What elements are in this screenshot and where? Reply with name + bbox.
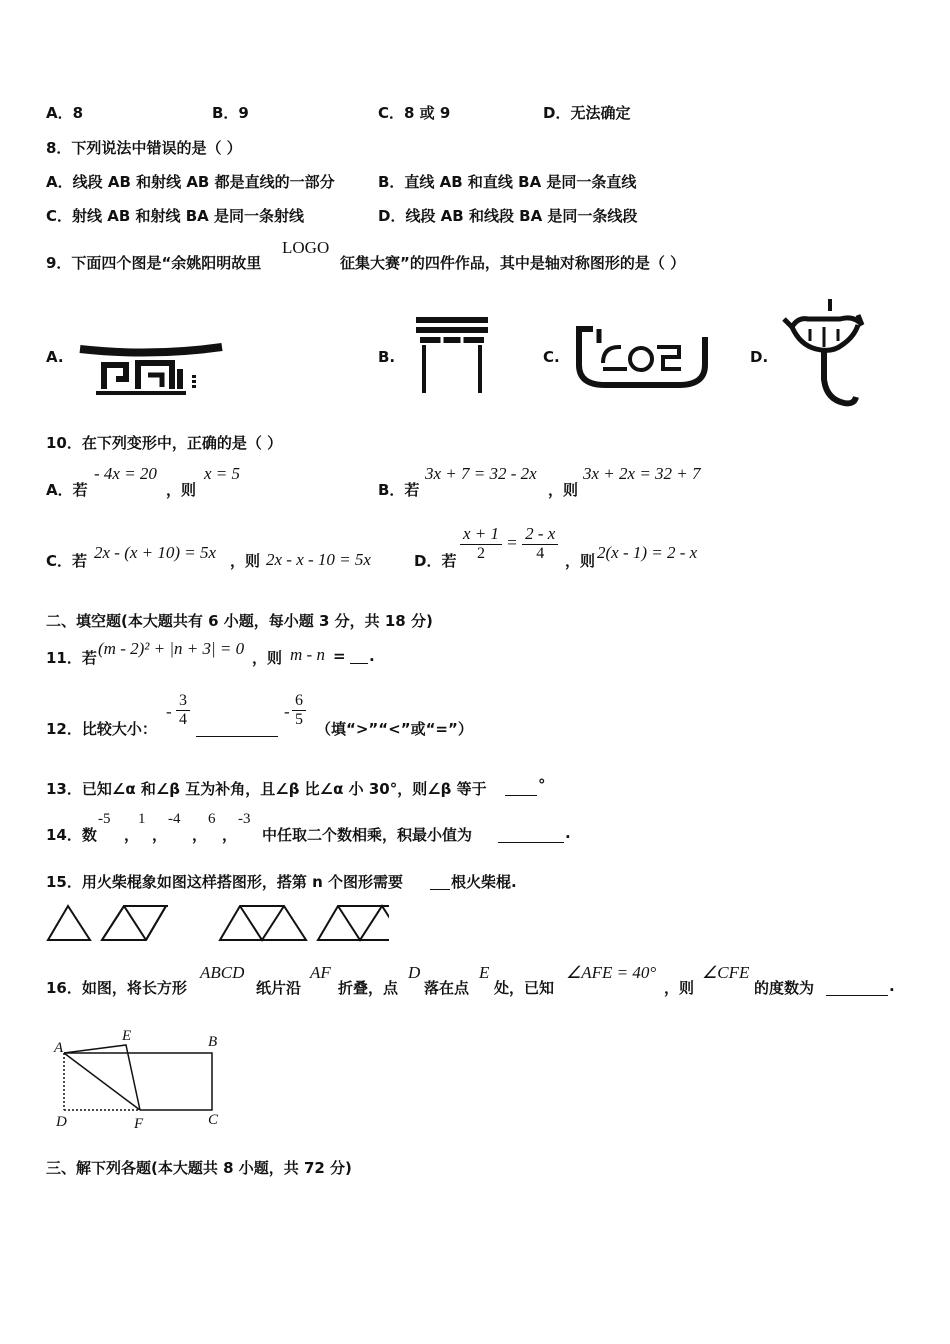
- label-e: E: [122, 1028, 132, 1044]
- q11-answer-blank[interactable]: [350, 645, 368, 664]
- q10-a-label: A．若: [46, 481, 88, 499]
- q8-stem: 8．下列说法中错误的是（ ）: [46, 139, 242, 157]
- q9-stem-start: 9．下面四个图是“余姚阳明故里: [46, 254, 262, 272]
- q8-option-d: D．线段 AB 和线段 BA 是同一条线段: [378, 207, 638, 225]
- q10-d-den2: 4: [536, 545, 545, 562]
- q14-num-2: 1: [138, 811, 146, 827]
- section-2-heading: 二、填空题(本大题共有 6 小题，每小题 3 分，共 18 分): [46, 612, 433, 630]
- q14-sep-3: ，: [192, 826, 208, 844]
- q12-neg2: -: [284, 702, 290, 721]
- q12-post: （填“>”“<”或“=”）: [316, 720, 473, 738]
- q16-e: E: [479, 963, 490, 982]
- q10-b-label: B．若: [378, 481, 420, 499]
- q12-frac1: [176, 692, 190, 729]
- q10-d-lhs: [460, 524, 558, 563]
- q15-end: 根火柴棍.: [451, 873, 517, 891]
- q10-d-label: D．若: [414, 552, 457, 570]
- q14-end: .: [565, 824, 571, 842]
- q8-option-a: A．线段 AB 和射线 AB 都是直线的一部分: [46, 173, 335, 191]
- matchstick-figure-1: [48, 906, 90, 940]
- q14-sep-2: ，: [152, 826, 168, 844]
- q7-option-b: B．9: [212, 104, 249, 122]
- q14-num-3: -4: [168, 811, 181, 827]
- matchstick-figures: [44, 902, 389, 944]
- q15-text: 15．用火柴棍象如图这样搭图形，搭第 n 个图形需要: [46, 873, 403, 891]
- q9-label-d: D.: [750, 348, 769, 366]
- q16-af: AF: [310, 963, 331, 982]
- q7-option-d: D．无法确定: [543, 104, 631, 122]
- q10-c-expr2: 2x - x - 10 = 5x: [266, 550, 371, 569]
- q12-neg1: -: [166, 702, 172, 721]
- q16-t6: 的度数为: [754, 979, 815, 997]
- q10-d-den1: 2: [477, 545, 486, 562]
- q10-d-num2: 2 - x: [522, 524, 558, 545]
- q16-d: D: [408, 963, 421, 982]
- q11-pre: 11．若: [46, 649, 97, 667]
- q12-num1: 3: [176, 692, 190, 711]
- q10-d-eq: =: [507, 533, 517, 552]
- q12-answer-blank[interactable]: [196, 718, 278, 737]
- q13-end: °: [538, 776, 546, 794]
- q16-t3: 落在点: [424, 979, 470, 997]
- label-f: F: [134, 1116, 144, 1132]
- q13-answer-blank[interactable]: [505, 777, 537, 796]
- q9-label-a: A.: [46, 348, 64, 366]
- q14-answer-blank[interactable]: [498, 824, 564, 843]
- label-d: D: [56, 1114, 67, 1130]
- q14-num-1: -5: [98, 811, 111, 827]
- q10-d-expr2: 2(x - 1) = 2 - x: [597, 543, 698, 562]
- q15-answer-blank[interactable]: [430, 871, 450, 890]
- q13-text: 13．已知∠α 和∠β 互为补角，且∠β 比∠α 小 30°，则∠β 等于: [46, 780, 487, 798]
- q10-b-then: ，则: [548, 481, 579, 499]
- figure-16-folded-rectangle: [50, 1022, 230, 1132]
- q10-a-expr1: - 4x = 20: [94, 464, 157, 483]
- q16-rect: ABCD: [200, 963, 245, 982]
- matchstick-figure-2: [102, 906, 168, 940]
- q14-pre: 14．数: [46, 826, 97, 844]
- q7-option-a: A．8: [46, 104, 84, 122]
- label-a: A: [54, 1040, 64, 1056]
- q16-answer-blank[interactable]: [826, 977, 888, 996]
- q10-a-then: ，则: [166, 481, 197, 499]
- q16-end: .: [889, 977, 895, 995]
- logo-b-image: [412, 313, 492, 395]
- q10-c-then: ，则: [230, 552, 261, 570]
- q14-num-5: -3: [238, 811, 251, 827]
- q10-d-then: ，则: [565, 552, 596, 570]
- q10-c-label: C．若: [46, 552, 88, 570]
- q14-num-4: 6: [208, 811, 216, 827]
- q12-frac2: [292, 692, 306, 729]
- label-b: B: [208, 1034, 218, 1050]
- matchstick-figure-4: [318, 906, 389, 940]
- q10-b-expr2: 3x + 2x = 32 + 7: [583, 464, 701, 483]
- q11-expr2: m - n: [290, 645, 325, 664]
- label-c: C: [208, 1112, 219, 1128]
- q16-angle: ∠AFE = 40°: [566, 963, 657, 982]
- q14-sep-1: ，: [124, 826, 140, 844]
- q12-den1: 4: [179, 711, 187, 728]
- q12-num2: 6: [292, 692, 306, 711]
- q16-cfe: ∠CFE: [702, 963, 750, 982]
- q11-end: .: [369, 647, 375, 665]
- q12-den2: 5: [295, 711, 303, 728]
- q9-logo-text: LOGO: [282, 238, 330, 257]
- q14-post: 中任取二个数相乘，积最小值为: [262, 826, 473, 844]
- logo-a-image: [76, 335, 226, 397]
- fold-line-af: [64, 1053, 140, 1110]
- q8-option-b: B．直线 AB 和直线 BA 是同一条直线: [378, 173, 637, 191]
- q16-t4: 处，已知: [494, 979, 555, 997]
- q9-label-c: C.: [543, 348, 560, 366]
- q16-pre: 16．如图，将长方形: [46, 979, 187, 997]
- logo-c-image: [575, 323, 710, 389]
- q9-stem-end: 征集大赛”的四件作品，其中是轴对称图形的是（ ）: [340, 254, 686, 272]
- q16-t2: 折叠，点: [338, 979, 399, 997]
- q10-stem: 10．在下列变形中，正确的是（ ）: [46, 434, 283, 452]
- q11-expr: (m - 2)² + |n + 3| = 0: [98, 639, 245, 658]
- q8-option-c: C．射线 AB 和射线 BA 是同一条射线: [46, 207, 304, 225]
- q16-t1: 纸片沿: [256, 979, 302, 997]
- q14-sep-4: ，: [222, 826, 238, 844]
- q10-d-num1: x + 1: [460, 524, 502, 545]
- folded-triangle: [64, 1045, 140, 1110]
- q11-mid: ，则: [252, 649, 283, 667]
- q12-pre: 12．比较大小：: [46, 720, 157, 738]
- q10-c-expr1: 2x - (x + 10) = 5x: [94, 543, 217, 562]
- q10-a-expr2: x = 5: [204, 464, 241, 483]
- q10-b-expr1: 3x + 7 = 32 - 2x: [425, 464, 537, 483]
- logo-d-image: [780, 297, 866, 409]
- q9-label-b: B.: [378, 348, 396, 366]
- section-3-heading: 三、解下列各题(本大题共 8 小题，共 72 分): [46, 1159, 352, 1177]
- q7-option-c: C．8 或 9: [378, 104, 451, 122]
- q11-eq: =: [333, 647, 346, 665]
- matchstick-figure-3: [220, 906, 306, 940]
- q16-t5: ，则: [664, 979, 695, 997]
